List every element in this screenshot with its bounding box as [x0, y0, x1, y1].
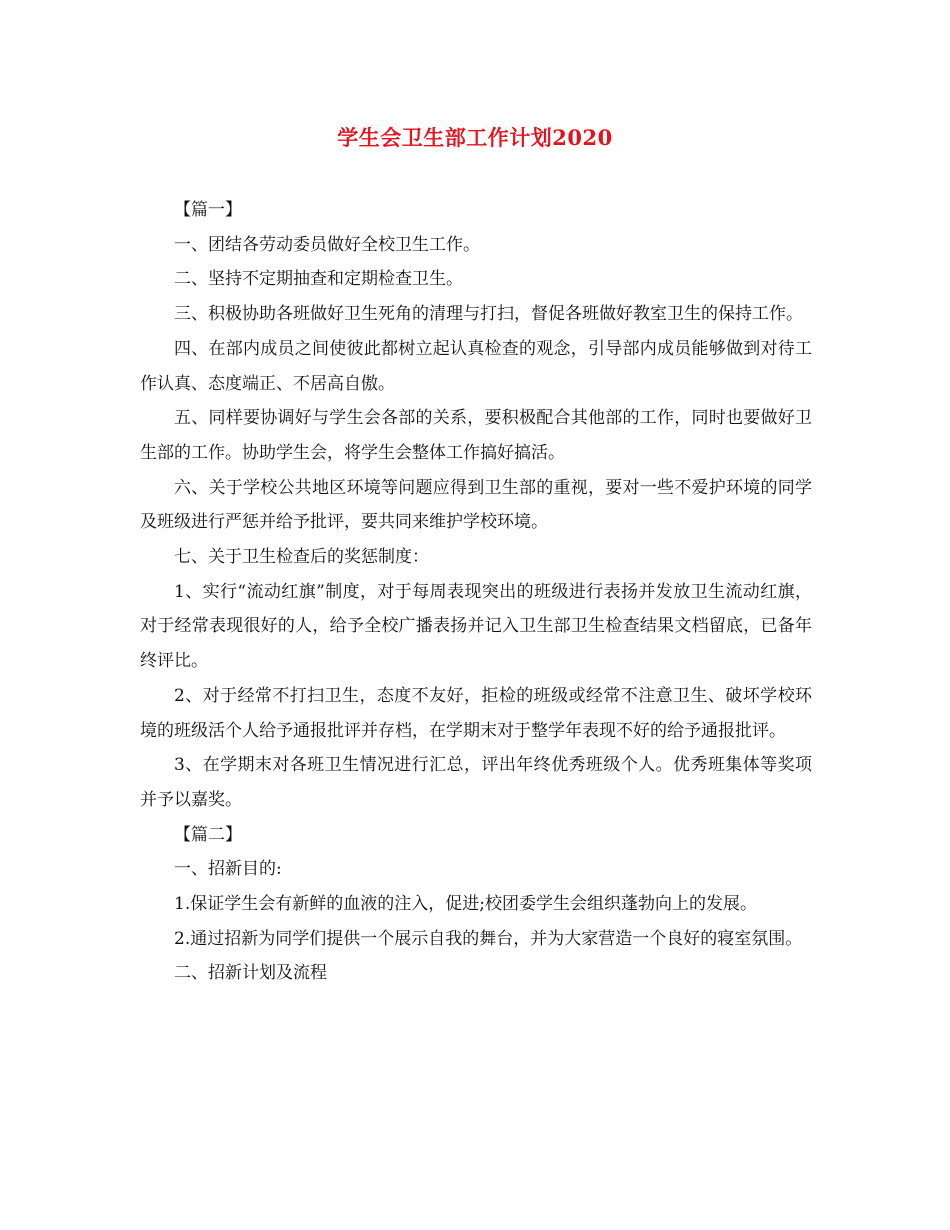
- paragraph: 1、实行“流动红旗”制度，对于每周表现突出的班级进行表扬并发放卫生流动红旗，对于经常表现很好的人，给予全校广播表扬并记入卫生部卫生检查结果文档留底，已备年终评比。: [140, 581, 812, 672]
- paragraph: 一、团结各劳动委员做好全校卫生工作。: [174, 234, 480, 255]
- paragraph: 三、积极协助各班做好卫生死角的清理与打扫，督促各班做好教室卫生的保持工作。: [174, 304, 803, 325]
- paragraph: 3、在学期末对各班卫生情况进行汇总，评出年终优秀班级个人。优秀班集体等奖项并予以嘉奖。: [140, 755, 812, 810]
- paragraph-section-2-heading: 【篇二】: [174, 824, 242, 845]
- paragraph: 2.通过招新为同学们提供一个展示自我的舞台，并为大家营造一个良好的寝室氛围。: [174, 928, 803, 949]
- paragraph: 四、在部内成员之间使彼此都树立起认真检查的观念，引导部内成员能够做到对待工作认真、态度端正、不居高自傲。: [140, 338, 812, 394]
- paragraph: 二、坚持不定期抽查和定期检查卫生。: [174, 269, 463, 290]
- paragraph: 七、关于卫生检查后的奖惩制度：: [174, 547, 429, 568]
- paragraph: 一、招新目的:: [174, 859, 282, 880]
- document-body: [140, 193, 812, 991]
- paragraph: 五、同样要协调好与学生会各部的关系，要积极配合其他部的工作，同时也要做好卫生部的工作。协助学生会，将学生会整体工作搞好搞活。: [140, 408, 812, 463]
- document-title: 学生会卫生部工作计划2020: [337, 125, 613, 150]
- paragraph-section-1-heading: 【篇一】: [174, 200, 242, 220]
- paragraph: 六、关于学校公共地区环境等问题应得到卫生部的重视，要对一些不爱护环境的同学及班级进行严惩并给予批评，要共同来维护学校环境。: [140, 477, 812, 533]
- paragraph: 1.保证学生会有新鲜的血液的注入，促进;校团委学生会组织蓬勃向上的发展。: [174, 894, 757, 915]
- paragraph: 2、对于经常不打扫卫生，态度不友好，拒检的班级或经常不注意卫生、破坏学校环境的班级活个人给予通报批评并存档，在学期末对于整学年表现不好的给予通报批评。: [140, 685, 812, 741]
- paragraph: 二、招新计划及流程: [174, 963, 327, 984]
